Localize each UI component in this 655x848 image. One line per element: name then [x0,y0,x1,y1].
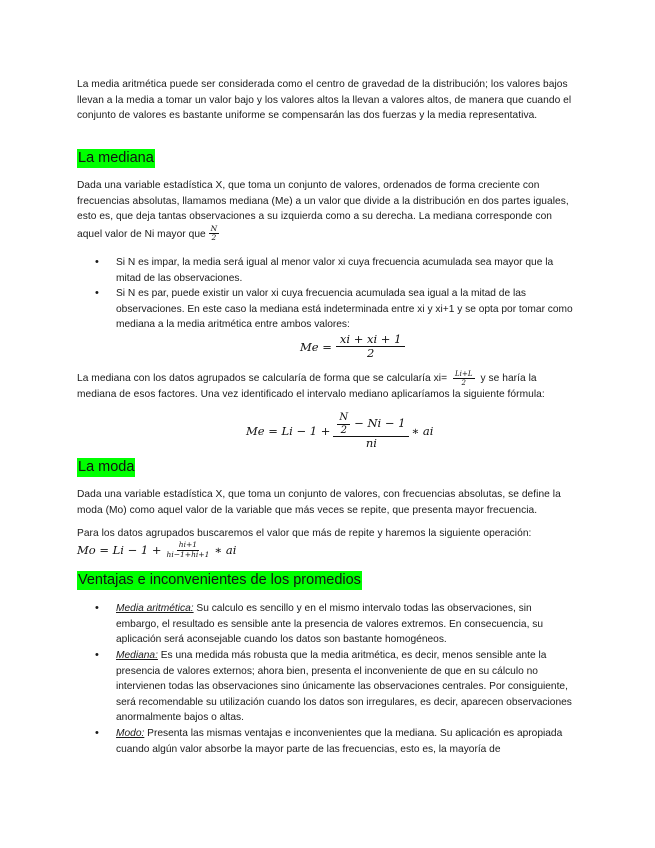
mediana-grouped-paragraph [77,370,577,403]
equation-lhs: Me = [300,339,332,354]
term-text: Es una medida más robusta que la media aritmética, es decir, menos sensible ante la presencia de valores externos; ahora bien, presenta el inconveniente de que en su cálculo no intervienen todas las observaciones sino únicamente las observaciones centrales. Por consiguiente, será recomendable su utilización cuando los datos son irregulares, es decir, aparecen observaciones anormalmente bajos o altas. [116,650,572,723]
term-label: Modo: [116,728,145,739]
numerator-rest: − Ni − 1 [354,416,406,431]
bullet-icon: • [95,287,99,299]
equation-median-grouped [246,412,433,450]
ventaja-modo [116,726,574,757]
term-label: Mediana: [116,650,158,661]
equation-denominator: hi−1+hi+1 [166,549,210,559]
fraction-denominator: 2 [211,233,217,243]
mediana-definition [77,178,577,243]
equation-fraction [165,541,212,559]
equation-tail: ∗ ai [214,543,237,558]
equation-moda [77,541,236,559]
equation-tail: ∗ ai [411,424,434,439]
bullet-icon: • [95,649,99,661]
fraction-numerator: N [210,223,218,233]
equation-fraction [336,333,406,360]
equation-numerator: hi+1 [178,540,198,549]
moda-definition: Dada una variable estadística X, que toma un conjunto de valores, con frecuencias absolutas, se define la moda (Mo) como aquel valor de la variable que más veces se repite, que presenta mayor frecuencia. [77,489,561,516]
intro-paragraph: La media aritmética puede ser considerada como el centro de gravedad de la distribución; los valores bajos llevan a la media a tomar un valor bajo y los valores altos la llevan a valores altos, de manera que cuando el conjunto de valores es bastante uniforme se compensarán las dos fuerzas y la media representativa. [77,79,572,121]
equation-numerator: xi + xi + 1 [336,333,406,347]
equation-denominator: ni [365,436,377,450]
bullet-par: Si N es par, puede existir un valor xi cuya frecuencia acumulada sea igual a la mitad de las observaciones. En este caso la mediana está indeterminada entre xi y xi+1 y se opta por tomar como mediana a la media aritmética entre ambos valores: [116,288,573,330]
grouped-text-b: y se haría la mediana de esos factores. Una vez identificado el intervalo mediano aplicaríamos la siguiente fórmula: [77,373,545,401]
term-text: Su calculo es sencillo y en el mismo intervalo todas las observaciones, sin embargo, el resultado es sensible ante la presencia de valores extremos. En consecuencia, su aplicación será aconsejable cuando los datos son bastante homogéneos. [116,603,543,645]
heading-mediana: La mediana [78,150,154,166]
grouped-text-a: La mediana con los datos agrupados se calcularía de forma que se calcularía xi= [77,373,448,385]
equation-lhs: Mo = Li − 1 + [77,543,162,558]
ventaja-media [116,601,574,648]
equation-lhs: Me = Li − 1 + [246,424,331,439]
equation-numerator [333,412,409,437]
equation-median-even [300,333,405,360]
moda-grouped-paragraph: Para los datos agrupados buscaremos el valor que más de repite y haremos la siguiente operación: [77,528,532,539]
fraction-denominator: 2 [461,379,467,388]
equation-fraction [333,412,409,450]
n-over-2-fraction [209,225,220,243]
n-over-2-fraction [337,412,350,436]
term-text: Presenta las mismas ventajas e inconvenientes que la mediana. Su aplicación es apropiada cuando algún valor absorbe la mayor parte de las frecuencias, esto es, la mayoría de [116,728,563,755]
bullet-icon: • [95,727,99,739]
fraction-denominator: 2 [340,424,347,436]
fraction-numerator: N [339,412,349,423]
bullet-icon: • [95,256,99,268]
equation-denominator: 2 [366,346,375,361]
heading-moda: La moda [78,459,135,475]
ventaja-mediana [116,648,574,726]
bullet-impar: Si N es impar, la media será igual al menor valor xi cuya frecuencia acumulada sea mayor que la mitad de las observaciones. [116,257,554,284]
term-label: Media aritmética: [116,603,194,614]
li-plus-l-fraction [453,370,475,387]
heading-ventajas: Ventajas e inconvenientes de los promedios [78,572,361,588]
bullet-icon: • [95,602,99,614]
fraction-numerator: Li+L [454,370,473,378]
mediana-definition-text: Dada una variable estadística X, que toma un conjunto de valores, ordenados de forma creciente con frecuencias absolutas, llamamos mediana (Me) a un valor que divide a la distribución en dos partes iguales, esto es, que deja tantas observaciones a su izquierda como a su derecha. La mediana corresponde con aquel valor de Ni mayor que [77,180,569,240]
